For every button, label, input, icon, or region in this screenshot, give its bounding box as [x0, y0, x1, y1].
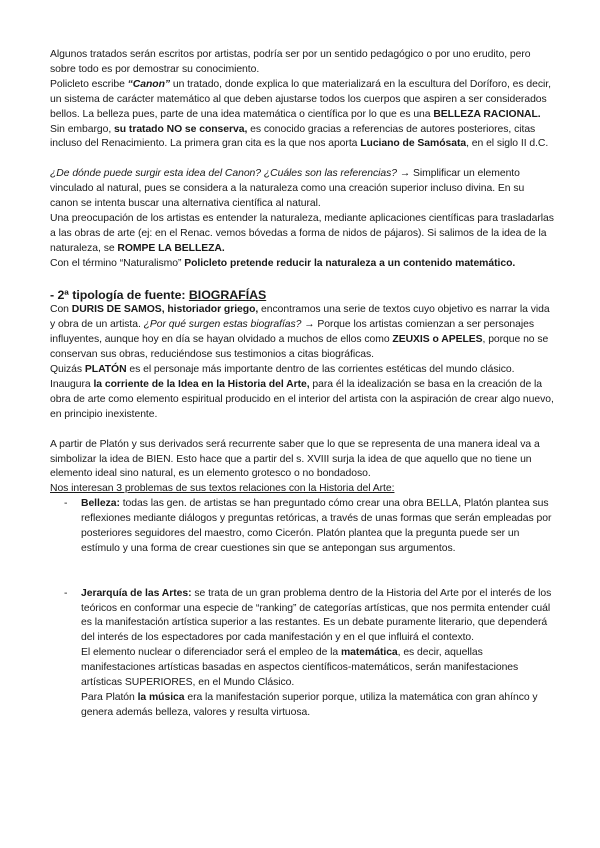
list-item-belleza: [50, 497, 555, 557]
emphasis: PLATÓN: [84, 364, 127, 376]
item-label: Jerarquía de las Artes:: [81, 587, 192, 599]
problems-list: [50, 497, 555, 557]
text: A partir de Platón y sus derivados será recurrente saber que lo que se representa de una manera ideal va a simbolizar la idea de BIEN. Esto hace que a partir del s. XVIII surja la idea de que aquello que no tiene un elemento ideal sino natural, es un elemento grotesco o no bondadoso.: [50, 438, 540, 480]
text: Para Platón: [81, 691, 138, 703]
emphasis: la música: [137, 691, 185, 703]
text: todas las gen. de artistas se han preguntado cómo crear una obra BELLA, Platón plantea sus reflexiones mediante diálogos y preguntas retóricas, a través de unas formas que serán empleadas por posteriores seguidores del maestro, como Cicerón. Platón plantea que la pregunta puede ser un estímulo y una forma de crear cuestiones sin que se antepongan sus argumentos.: [81, 498, 552, 554]
text: , porque no se conservan sus obras, reduciéndose sus testimonios a citas biográficas.: [50, 334, 549, 361]
question: ¿Por qué surgen estas biografías?: [143, 319, 302, 331]
text: Con: [50, 304, 72, 316]
emphasis: Policleto pretende reducir la naturaleza a un contenido matemático.: [184, 257, 516, 269]
paragraph-biografias: [50, 303, 555, 422]
item-label: Belleza:: [81, 498, 120, 510]
bullet: -: [64, 587, 68, 599]
emphasis: Luciano de Samósata: [360, 138, 467, 150]
paragraph-canon: [50, 167, 555, 271]
text: Sin embargo,: [50, 123, 115, 135]
emphasis: DURIS DE SAMOS, historiador griego,: [71, 304, 259, 316]
emphasis: matemática: [340, 647, 398, 659]
emphasis: la corriente de la Idea en la Historia del Arte,: [93, 379, 310, 390]
text: → Simplificar un elemento vinculado al natural, pues se considera a la naturaleza como una creación superior incluso divina. En su canon se intenta buscar una alternativa científica al natural.: [50, 168, 525, 210]
underlined-intro: Nos interesan 3 problemas de sus textos relaciones con la Historia del Arte:: [50, 483, 395, 495]
section-heading: [50, 287, 555, 303]
heading-prefix: - 2ª tipología de fuente:: [50, 288, 189, 303]
paragraph-matematica: [50, 646, 555, 691]
text: , en el siglo II d.C.: [466, 138, 549, 150]
text: es el personaje más importante dentro de las corrientes estéticas del mundo clásico. Inaugura: [50, 364, 515, 390]
text: era la manifestación superior porque, utiliza la matemática con gran ahínco y genera además belleza, valores y resulta virtuosa.: [81, 691, 538, 718]
list-item-jerarquia: [50, 587, 555, 647]
text: para él la idealización se basa en la creación de la obra de arte como elemento espiritual producido en el interior del artista con la aspiración de crear algo nuevo, en principio inexistente.: [50, 379, 554, 420]
canon-title: “Canon”: [127, 78, 171, 90]
text: , es decir, aquellas manifestaciones artísticas basadas en aspectos científicos-matemáticos, serán manifestaciones artísticas SUPERIORES, en el Mundo Clásico.: [81, 647, 519, 689]
emphasis: su tratado NO se conserva,: [114, 123, 248, 135]
bullet: -: [64, 498, 68, 510]
emphasis: BELLEZA RACIONAL.: [433, 108, 541, 120]
heading-title: BIOGRAFÍAS: [188, 288, 267, 303]
emphasis: ZEUXIS o APELES: [392, 334, 483, 346]
text: Quizás: [50, 364, 85, 376]
question: ¿De dónde puede surgir esta idea del Canon? ¿Cuáles son las referencias?: [50, 168, 398, 180]
problems-list-2: [50, 587, 555, 647]
paragraph-intro: [50, 48, 555, 152]
emphasis: ROMPE LA BELLEZA.: [117, 242, 225, 254]
text: un tratado, donde explica lo que materializará en la escultura del Doríforo, es decir, un sistema de carácter matemático al que deben ajustarse todos los cuerpos que aspiren a ser considerados bellos. La belleza pues, parte de una idea matemática o científica por lo que es una: [50, 78, 551, 120]
text: es conocido gracias a referencias de autores posteriores, citas incluso del Renacimiento. La primera gran cita es la que nos aporta: [50, 123, 536, 150]
paragraph-platon: [50, 438, 555, 498]
text: encontramos una serie de textos cuyo objetivo es narrar la vida y obra de un artista.: [50, 304, 550, 331]
document-page: [50, 48, 555, 721]
text: Una preocupación de los artistas es entender la naturaleza, mediante aplicaciones científicas para trasladarlas a las obras de arte (ej: en el Renac. vemos bóvedas a forma de nidos de pájaros). Si salimos de la idea de la naturaleza, se: [50, 212, 554, 254]
text: → Porque los artistas comienzan a ser personajes influyentes, aunque hoy en día se hayan olvidado a muchos de ellos como: [50, 319, 535, 346]
text: El elemento nuclear o diferenciador será el empleo de la: [81, 647, 341, 659]
text: Algunos tratados serán escritos por artistas, podría ser por un sentido pedagógico o por uno erudito, pero sobre todo es por demostrar su conocimiento.: [50, 49, 531, 75]
paragraph-musica: [50, 691, 555, 721]
text: Policleto escribe: [50, 78, 128, 90]
text: se trata de un gran problema dentro de la Historia del Arte por el interés de los teóricos en conformar una especie de “ranking” de categorías artísticas, que nos permita entender cuál es la manifestación artística superior a las restantes. Es un debate puramente literario, que dependerá del interés de los espectadores por cada manifestación y en el que influirá el contexto.: [81, 587, 552, 644]
text: Con el término “Naturalismo”: [50, 257, 185, 269]
